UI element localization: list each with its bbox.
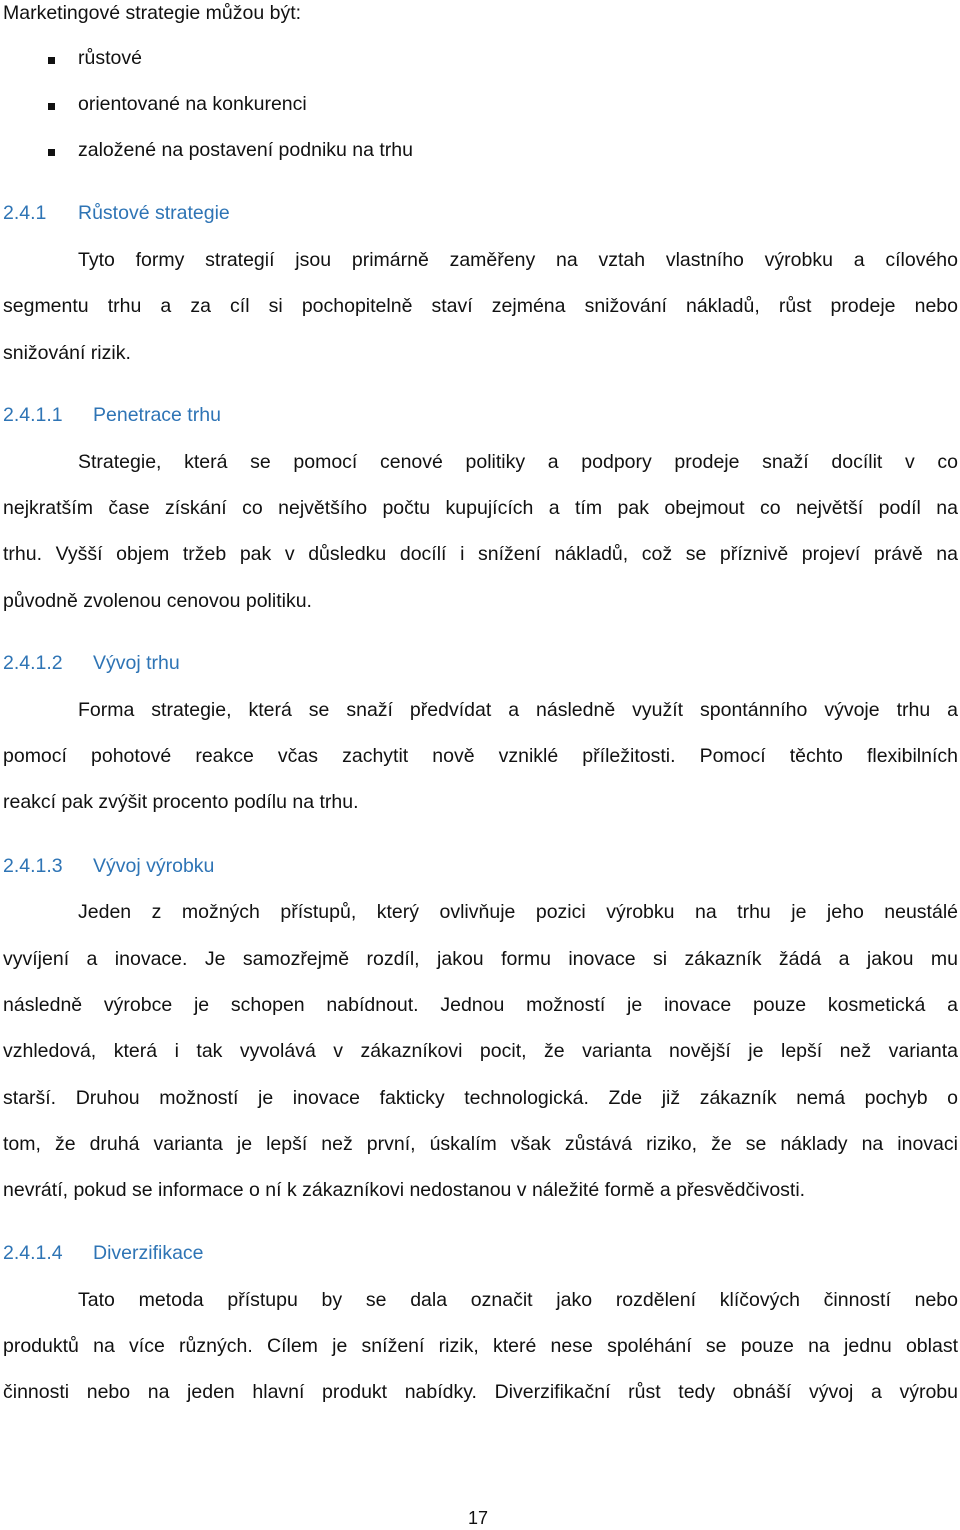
section-title: Penetrace trhu <box>93 404 221 426</box>
section-number: 2.4.1.3 <box>3 855 63 877</box>
square-bullet-icon <box>48 57 55 64</box>
section-number: 2.4.1.2 <box>3 652 63 674</box>
section-number: 2.4.1.1 <box>3 404 63 426</box>
paragraph-line: snižování rizik. <box>3 342 131 364</box>
section-title: Diverzifikace <box>93 1242 204 1264</box>
paragraph-line: Forma strategie, která se snaží předvídat a následně využít spontánního vývoje trhu a <box>78 699 958 721</box>
section-title: Vývoj výrobku <box>93 855 215 877</box>
paragraph-line: vyvíjení a inovace. Je samozřejmě rozdíl, jakou formu inovace si zákazník žádá a jakou mu <box>3 948 958 970</box>
paragraph-line: nejkratším čase získání co největšího počtu kupujících a tím pak obejmout co největší podíl na <box>3 497 958 519</box>
paragraph-line: Tato metoda přístupu by se dala označit jako rozdělení klíčových činností nebo <box>78 1289 958 1311</box>
section-number: 2.4.1.4 <box>3 1242 63 1264</box>
paragraph-line: Tyto formy strategií jsou primárně zaměřeny na vztah vlastního výrobku a cílového <box>78 249 958 271</box>
paragraph-line: Jeden z možných přístupů, který ovlivňuje pozici výrobku na trhu je jeho neustálé <box>78 901 958 923</box>
paragraph-line: produktů na více různých. Cílem je snížení rizik, které nese spoléhání se pouze na jednu oblast <box>3 1335 958 1357</box>
paragraph-line: segmentu trhu a za cíl si pochopitelně staví zejména snižování nákladů, růst prodeje nebo <box>3 295 958 317</box>
intro-text: Marketingové strategie můžou být: <box>3 2 302 24</box>
paragraph-line: vzhledová, která i tak vyvolává v zákazníkovi pocit, že varianta novější je lepší než varianta <box>3 1040 958 1062</box>
bullet-text: orientované na konkurenci <box>78 93 307 115</box>
section-title: Růstové strategie <box>78 202 230 224</box>
bullet-text: založené na postavení podniku na trhu <box>78 139 413 161</box>
paragraph-line: činnosti nebo na jeden hlavní produkt nabídky. Diverzifikační růst tedy obnáší vývoj a výrobu <box>3 1381 958 1403</box>
square-bullet-icon <box>48 149 55 156</box>
section-number: 2.4.1 <box>3 202 47 224</box>
section-title: Vývoj trhu <box>93 652 180 674</box>
paragraph-line: pomocí pohotové reakce včas zachytit nově vzniklé příležitosti. Pomocí těchto flexibilních <box>3 745 958 767</box>
paragraph-line: reakcí pak zvýšit procento podílu na trhu. <box>3 791 359 813</box>
paragraph-line: starší. Druhou možností je inovace fakticky technologická. Zde již zákazník nemá pochyb o <box>3 1087 958 1109</box>
paragraph-line: trhu. Vyšší objem tržeb pak v důsledku docílí i snížení nákladů, což se příznivě projeví právě na <box>3 543 958 565</box>
bullet-text: růstové <box>78 47 142 69</box>
paragraph-line: původně zvolenou cenovou politiku. <box>3 590 312 612</box>
paragraph-line: nevrátí, pokud se informace o ní k zákazníkovi nedostanou v náležité formě a přesvědčivosti. <box>3 1179 806 1201</box>
paragraph-line: následně výrobce je schopen nabídnout. Jednou možností je inovace pouze kosmetická a <box>3 994 958 1016</box>
page-number: 17 <box>468 1508 489 1528</box>
square-bullet-icon <box>48 103 55 110</box>
paragraph-line: tom, že druhá varianta je lepší než první, úskalím však zůstává riziko, že se náklady na inovaci <box>3 1133 958 1155</box>
paragraph-line: Strategie, která se pomocí cenové politiky a podpory prodeje snaží docílit v co <box>78 451 958 473</box>
